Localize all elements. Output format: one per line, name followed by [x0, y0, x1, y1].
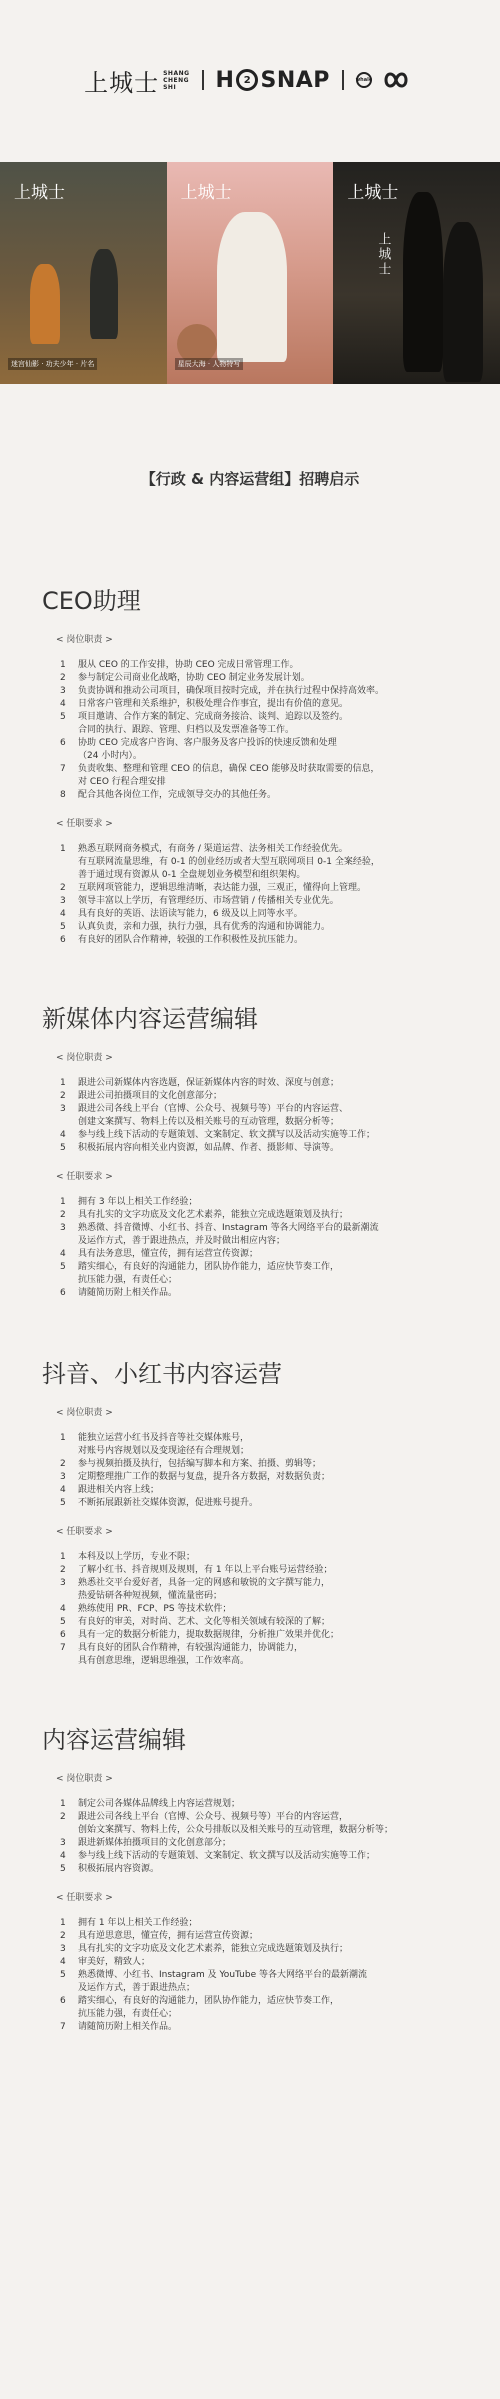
list-item-number: 3: [60, 1104, 66, 1114]
list-item-text: 配合其他各岗位工作，完成领导交办的其他任务。: [78, 790, 277, 800]
list-item-number: 8: [60, 790, 66, 800]
list-item-text: 负责收集、整理和管理 CEO 的信息，确保 CEO 能够及时获取需要的信息，: [78, 764, 380, 774]
list-item: [60, 1995, 466, 2008]
list-item-text: 参与线上线下活动的专题策划、文案制定、软文撰写以及活动实施等工作；: [78, 1130, 376, 1140]
list-item-number: [60, 1982, 78, 1995]
poster-figure: [30, 264, 60, 344]
list-item-text: 具有一定的数据分析能力，提取数据规律，分析推广效果并优化；: [78, 1630, 340, 1640]
list-item-number: [60, 1655, 78, 1668]
list-item-number: 4: [60, 1130, 66, 1140]
list-item: [60, 1261, 466, 1274]
list-item-number: 3: [60, 896, 66, 906]
list-item-number: 1: [60, 1799, 66, 1809]
list-item: [60, 1090, 466, 1103]
list-item-number: 1: [60, 1078, 66, 1088]
logo-divider: [202, 70, 204, 90]
job-title: CEO助理: [42, 587, 141, 615]
list-item-text: 熟悉社交平台爱好者，具备一定的网感和敏锐的文字撰写能力，: [78, 1578, 331, 1588]
list-item-text: 热爱钻研各种短视频，懂流量密码；: [78, 1591, 223, 1601]
list-item-number: 6: [60, 1996, 66, 2006]
list-item-text: 具有法务意思，懂宣传，拥有运营宣传资源；: [78, 1249, 259, 1259]
bullet-list: [60, 1551, 466, 1668]
list-item: [60, 1798, 466, 1811]
list-item: [60, 685, 466, 698]
list-item-text: 跟进新媒体拍摄项目的文化创意部分；: [78, 1838, 232, 1848]
list-item-number: [60, 869, 78, 882]
poster-figure: [90, 249, 118, 339]
list-item: [60, 1458, 466, 1471]
list-item-text: 能独立运营小红书及抖音等社交媒体账号，: [78, 1433, 250, 1443]
list-item-number: [60, 750, 78, 763]
list-item: [60, 672, 466, 685]
list-item: [60, 1248, 466, 1261]
list-item-number: 2: [60, 1565, 66, 1575]
list-item-number: 5: [60, 1864, 66, 1874]
list-item: [60, 882, 466, 895]
list-item-number: 3: [60, 1578, 66, 1588]
list-item-text: 日常客户管理和关系维护，积极处理合作事宜，提出有价值的意见。: [78, 699, 349, 709]
bullet-list: [60, 1917, 466, 2034]
list-item: [60, 1811, 466, 1824]
list-item-number: 3: [60, 1838, 66, 1848]
list-item-text: 创始文案撰写、物料上传，公众号排版以及相关账号的互动管理，数据分析等；: [78, 1825, 394, 1835]
list-item-text: 参与视频拍摄及执行，包括编写脚本和方案、拍摄、剪辑等；: [78, 1459, 322, 1469]
list-item: [60, 1497, 466, 1510]
list-item-number: 5: [60, 1617, 66, 1627]
list-item: [60, 737, 466, 750]
list-item-text: 及运作方式，善于跟进热点，并及时做出相应内容；: [78, 1236, 286, 1246]
list-item: [60, 763, 466, 776]
list-item-text: 具有扎实的文字功底及文化艺术素养，能独立完成选题策划及执行；: [78, 1210, 349, 1220]
list-item-number: 5: [60, 1970, 66, 1980]
job-section-douyin-xhs-operator: [0, 1354, 500, 1668]
list-item-text: 项目邀请、合作方案的制定、完成商务接洽、谈判、追踪以及签约。: [78, 712, 349, 722]
list-item: [60, 1551, 466, 1564]
list-item: [60, 1077, 466, 1090]
list-item-number: 1: [60, 1433, 66, 1443]
list-item-text: 服从 CEO 的工作安排，协助 CEO 完成日常管理工作。: [78, 660, 299, 670]
list-item-number: 5: [60, 712, 66, 722]
list-item: [60, 2021, 466, 2034]
list-item-text: 跟进相关内容上线；: [78, 1485, 160, 1495]
infinity-icon: [376, 68, 416, 92]
list-item-text: 拥有 3 年以上相关工作经验；: [78, 1197, 198, 1207]
list-item-number: [60, 2008, 78, 2021]
list-item-text: （24 小时内）。: [78, 751, 142, 761]
list-item: [60, 1209, 466, 1222]
list-item-text: 熟悉微博、小红书、Instagram 及 YouTube 等各大网络平台的最新潮流: [78, 1970, 367, 1980]
list-item-number: 4: [60, 1957, 66, 1967]
list-item-text: 参与制定公司商业化战略，协助 CEO 制定业务发展计划。: [78, 673, 310, 683]
list-item-text: 认真负责，亲和力强，执行力强，具有优秀的沟通和协调能力。: [78, 922, 331, 932]
bullet-list: [60, 1077, 466, 1155]
list-item: [60, 921, 466, 934]
list-item-text: 熟练使用 PR、FCP、PS 等技术软件；: [78, 1604, 232, 1614]
list-item-number: 4: [60, 1485, 66, 1495]
list-item: [60, 1616, 466, 1629]
list-item: [60, 1116, 466, 1129]
list-item-text: 有良好的审美，对时尚、艺术、文化等相关领域有较深的了解；: [78, 1617, 331, 1627]
job-section-ceo-assistant: [0, 581, 500, 947]
list-item-number: 2: [60, 1459, 66, 1469]
job-section-content-editor: [0, 1720, 500, 2034]
list-item-text: 抗压能力强，有责任心；: [78, 2009, 178, 2019]
list-item-number: [60, 1235, 78, 1248]
list-item-number: 7: [60, 764, 66, 774]
list-item-number: [60, 1445, 78, 1458]
poster-figure: [403, 192, 443, 372]
bullet-list: [60, 1432, 466, 1510]
list-item: [60, 789, 466, 802]
list-item-number: 6: [60, 935, 66, 945]
list-item: [60, 869, 466, 882]
brand-logos: [0, 0, 500, 150]
poster-kungfu: 上城士 迷宫仙影 · 功夫少年 · 片名: [0, 162, 167, 384]
logo-whale: [356, 68, 416, 92]
list-item-number: 1: [60, 1197, 66, 1207]
list-item: [60, 2008, 466, 2021]
list-item-number: 5: [60, 1262, 66, 1272]
list-item: [60, 1222, 466, 1235]
list-item-number: 3: [60, 1223, 66, 1233]
list-item: [60, 1943, 466, 1956]
bullet-list: [60, 1798, 466, 1876]
subsection-label: < 岗位职责 >: [56, 635, 113, 645]
poster-figure: [217, 212, 287, 362]
list-item-number: 2: [60, 883, 66, 893]
list-item: [60, 1982, 466, 1995]
list-item: [60, 1837, 466, 1850]
list-item-text: 积极拓展内容资源。: [78, 1864, 160, 1874]
list-item-text: 具有逆思意思，懂宣传，拥有运营宣传资源；: [78, 1931, 259, 1941]
list-item: [60, 1287, 466, 1300]
list-item: [60, 895, 466, 908]
list-item-number: [60, 1590, 78, 1603]
subsection-label: < 岗位职责 >: [56, 1774, 113, 1784]
list-item: [60, 1629, 466, 1642]
list-item: [60, 711, 466, 724]
list-item: [60, 1432, 466, 1445]
bullet-list: [60, 1196, 466, 1300]
list-item: [60, 1564, 466, 1577]
list-item-text: 互联网项管能力，逻辑思维清晰，表达能力强，三观正，懂得向上管理。: [78, 883, 367, 893]
logo-divider: [342, 70, 344, 90]
list-item-number: [60, 1116, 78, 1129]
list-item-text: 具有良好的团队合作精神，有较强沟通能力，协调能力，: [78, 1643, 304, 1653]
job-title: 抖音、小红书内容运营: [42, 1360, 282, 1388]
list-item: [60, 1655, 466, 1668]
list-item-number: 4: [60, 909, 66, 919]
list-item-text: 熟悉互联网商务模式，有商务 / 渠道运营、法务相关工作经验优先。: [78, 844, 348, 854]
list-item: [60, 1603, 466, 1616]
list-item-number: 2: [60, 1210, 66, 1220]
list-item: [60, 1956, 466, 1969]
list-item-text: 请随简历附上相关作品。: [78, 2022, 178, 2032]
list-item-text: 对账号内容规划以及变现途径有合理规划；: [78, 1446, 250, 1456]
list-item-text: 审美好，精致人；: [78, 1957, 151, 1967]
list-item-text: 负责协调和推动公司项目，确保项目按时完成，并在执行过程中保持高效率。: [78, 686, 385, 696]
list-item-number: 4: [60, 1851, 66, 1861]
subsection-label: < 任职要求 >: [56, 1172, 113, 1182]
list-item-text: 领导丰富以上学历，有管理经历、市场营销 / 传播相关专业优先。: [78, 896, 339, 906]
list-item-text: 参与线上线下活动的专题策划、文案制定、软文撰写以及活动实施等工作；: [78, 1851, 376, 1861]
list-item-number: 6: [60, 738, 66, 748]
list-item-number: 2: [60, 1091, 66, 1101]
list-item-number: 1: [60, 1918, 66, 1928]
list-item-number: [60, 1274, 78, 1287]
list-item-text: 抗压能力强，有责任心；: [78, 1275, 178, 1285]
list-item-text: 创建文案撰写、物料上传以及相关账号的互动管理，数据分析等；: [78, 1117, 340, 1127]
list-item: [60, 659, 466, 672]
list-item-number: 1: [60, 660, 66, 670]
subsection-label: < 任职要求 >: [56, 819, 113, 829]
list-item-text: 定期整理推广工作的数据与复盘，提升各方数据，对数据负责；: [78, 1472, 331, 1482]
list-item: [60, 1484, 466, 1497]
list-item: [60, 1930, 466, 1943]
list-item-text: 跟进公司拍摄项目的文化创意部分；: [78, 1091, 223, 1101]
whale-icon: whale: [356, 72, 372, 88]
list-item-text: 拥有 1 年以上相关工作经验；: [78, 1918, 198, 1928]
list-item: [60, 1850, 466, 1863]
list-item-text: 协助 CEO 完成客户咨询、客户服务及客户投诉的快速反馈和处理: [78, 738, 337, 748]
list-item: [60, 843, 466, 856]
list-item-text: 踏实细心，有良好的沟通能力，团队协作能力，适应快节奏工作，: [78, 1262, 340, 1272]
list-item-text: 具有创意思维，逻辑思维强，工作效率高。: [78, 1656, 250, 1666]
list-item-text: 对 CEO 行程合理安排: [78, 777, 166, 787]
list-item-text: 熟悉微、抖音微博、小红书、抖音、Instagram 等各大网络平台的最新潮流: [78, 1223, 379, 1233]
list-item-number: 4: [60, 699, 66, 709]
poster-dark: 上城士 上城士: [333, 162, 500, 384]
list-item-text: 制定公司各媒体品牌线上内容运营规划；: [78, 1799, 241, 1809]
list-item: [60, 750, 466, 763]
list-item-text: 具有扎实的文字功底及文化艺术素养，能独立完成选题策划及执行；: [78, 1944, 349, 1954]
list-item-text: 了解小红书、抖音规则及规则，有 1 年以上平台账号运营经验；: [78, 1565, 333, 1575]
list-item-number: 5: [60, 922, 66, 932]
list-item-number: 4: [60, 1604, 66, 1614]
list-item-number: 6: [60, 1288, 66, 1298]
list-item: [60, 1471, 466, 1484]
subsection-label: < 任职要求 >: [56, 1893, 113, 1903]
list-item-number: 6: [60, 1630, 66, 1640]
poster-figure: [443, 222, 483, 382]
list-item: [60, 856, 466, 869]
list-item-number: 1: [60, 844, 66, 854]
list-item: [60, 698, 466, 711]
bullet-list: [60, 843, 466, 947]
list-item: [60, 1824, 466, 1837]
list-item-number: 2: [60, 1812, 66, 1822]
list-item: [60, 1445, 466, 1458]
list-item: [60, 1863, 466, 1876]
list-item: [60, 1129, 466, 1142]
list-item-number: [60, 724, 78, 737]
list-item-text: 合同的执行、跟踪、管理、归档以及发票准备等工作。: [78, 725, 295, 735]
list-item-number: 4: [60, 1249, 66, 1259]
subsection-label: < 岗位职责 >: [56, 1053, 113, 1063]
list-item: [60, 1196, 466, 1209]
list-item-text: 踏实细心，有良好的沟通能力，团队协作能力，适应快节奏工作，: [78, 1996, 340, 2006]
list-item: [60, 1590, 466, 1603]
list-item-number: [60, 856, 78, 869]
list-item-text: 及运作方式，善于跟进热点；: [78, 1983, 196, 1993]
list-item-text: 跟进公司新媒体内容选题，保证新媒体内容的时效、深度与创意；: [78, 1078, 340, 1088]
list-item: [60, 1274, 466, 1287]
list-item-number: 2: [60, 673, 66, 683]
list-item-number: 3: [60, 1472, 66, 1482]
list-item: [60, 724, 466, 737]
list-item-text: 善于通过现有资源从 0-1 全盘规划业务模型和组织架构。: [78, 870, 306, 880]
list-item-text: 有互联网流量思维，有 0-1 的创业经历或者大型互联网项目 0-1 全案经验，: [78, 857, 380, 867]
list-item-number: 5: [60, 1143, 66, 1153]
list-item-text: 跟进公司各线上平台（官博、公众号、视频号等）平台的内容运营，: [78, 1812, 349, 1822]
list-item-number: 3: [60, 1944, 66, 1954]
job-title: 新媒体内容运营编辑: [42, 1005, 258, 1033]
list-item: [60, 1577, 466, 1590]
logo-circle-icon: 2: [236, 69, 258, 91]
list-item-text: 请随简历附上相关作品。: [78, 1288, 178, 1298]
list-item-text: 具有良好的英语、法语读写能力，6 级及以上同等水平。: [78, 909, 303, 919]
list-item: [60, 1642, 466, 1655]
poster-desert: 上城士 星辰大海 · 人物特写: [167, 162, 334, 384]
list-item: [60, 1142, 466, 1155]
logo-shangchengshi: 上城士 SHANG CHENG SHI: [84, 68, 190, 97]
list-item-number: 7: [60, 1643, 66, 1653]
list-item: [60, 934, 466, 947]
subsection-label: < 岗位职责 >: [56, 1408, 113, 1418]
list-item-number: 1: [60, 1552, 66, 1562]
subsection-label: < 任职要求 >: [56, 1527, 113, 1537]
job-title: 内容运营编辑: [42, 1726, 186, 1754]
list-item-text: 积极拓展内容向相关业内资源，如品牌、作者、摄影师、导演等。: [78, 1143, 340, 1153]
list-item-number: 5: [60, 1498, 66, 1508]
list-item: [60, 1917, 466, 1930]
list-item: [60, 1103, 466, 1116]
list-item-number: [60, 776, 78, 789]
list-item-text: 本科及以上学历，专业不限；: [78, 1552, 196, 1562]
list-item-text: 跟进公司各线上平台（官博、公众号、视频号等）平台的内容运营、: [78, 1104, 349, 1114]
list-item-number: 2: [60, 1931, 66, 1941]
list-item: [60, 776, 466, 789]
list-item-number: 3: [60, 686, 66, 696]
job-section-new-media-editor: [0, 999, 500, 1300]
page-title: 【行政 & 内容运营组】招聘启示: [140, 470, 360, 488]
logo-h2osnap: H 2 SNAP: [215, 67, 330, 93]
list-item-text: 不断拓展跟新社交媒体资源，促进账号提升。: [78, 1498, 259, 1508]
list-item: [60, 1969, 466, 1982]
bullet-list: [60, 659, 466, 802]
poster-strip: [0, 162, 500, 384]
list-item: [60, 1235, 466, 1248]
list-item-number: 7: [60, 2022, 66, 2032]
list-item-text: 有良好的团队合作精神，较强的工作积极性及抗压能力。: [78, 935, 304, 945]
list-item-number: [60, 1824, 78, 1837]
list-item: [60, 908, 466, 921]
